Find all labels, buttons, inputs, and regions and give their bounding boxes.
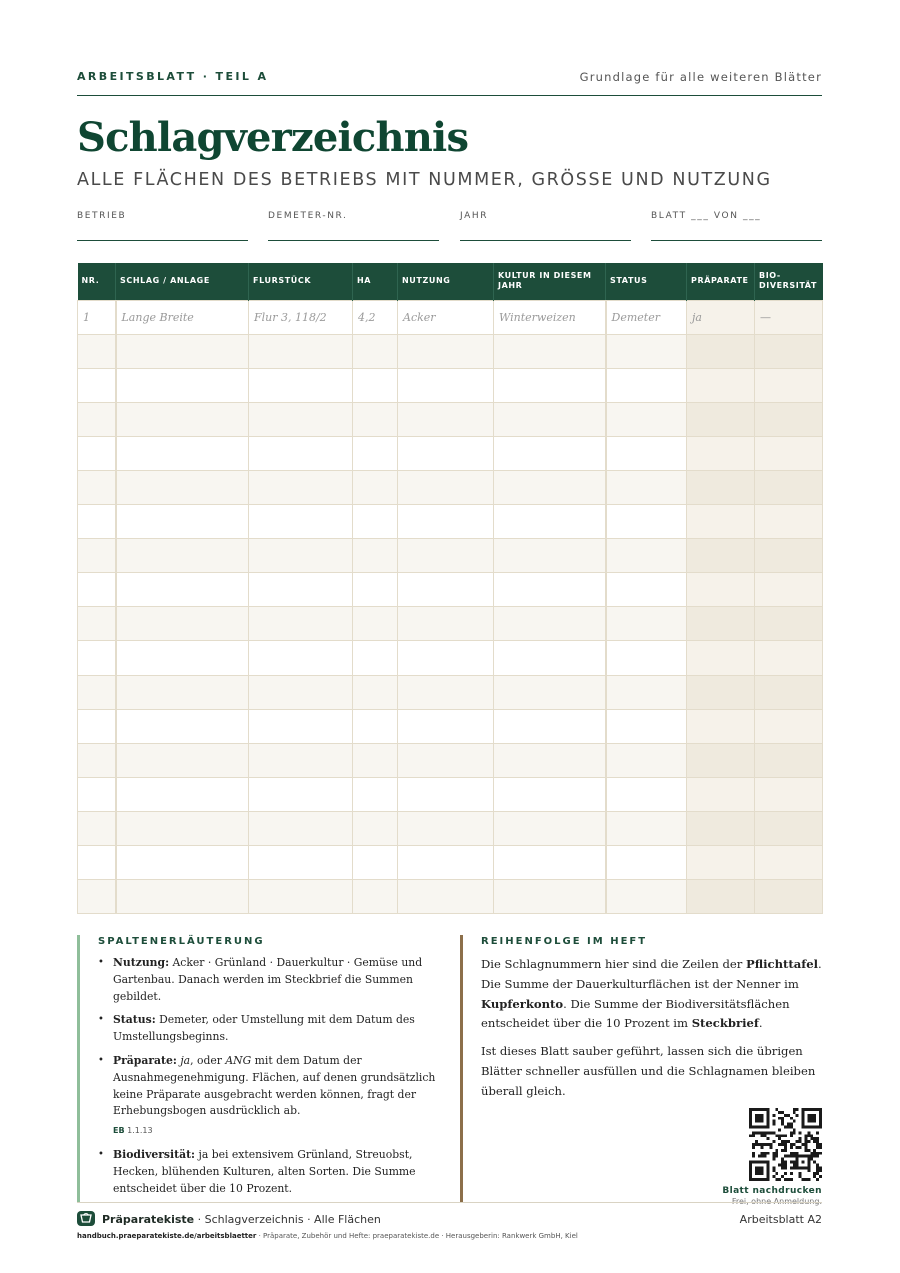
cell-nr[interactable] xyxy=(78,573,116,607)
table-row xyxy=(78,846,823,880)
cell-praeparate[interactable] xyxy=(687,573,755,607)
cell-nr[interactable]: 1 xyxy=(78,300,116,334)
cell-nutzung[interactable] xyxy=(398,539,494,573)
cell-flurstueck[interactable] xyxy=(249,811,353,845)
cell-praeparate[interactable] xyxy=(687,709,755,743)
cell-nutzung[interactable] xyxy=(398,675,494,709)
cell-ha[interactable] xyxy=(353,436,398,470)
cell-praeparate[interactable] xyxy=(687,880,755,914)
cell-kultur[interactable] xyxy=(494,368,606,402)
cell-flurstueck[interactable] xyxy=(249,334,353,368)
cell-ha[interactable] xyxy=(353,470,398,504)
cell-ha[interactable] xyxy=(353,505,398,539)
cell-praeparate[interactable] xyxy=(687,470,755,504)
cell-ha[interactable] xyxy=(353,539,398,573)
col-header-nr: NR. xyxy=(78,263,116,300)
cell-status[interactable] xyxy=(606,675,687,709)
cell-kultur[interactable] xyxy=(494,539,606,573)
cell-biodiversitaet[interactable] xyxy=(755,607,823,641)
order-heading: REIHENFOLGE IM HEFT xyxy=(481,936,648,947)
cell-ha[interactable] xyxy=(353,573,398,607)
cell-ha[interactable] xyxy=(353,368,398,402)
cell-praeparate[interactable] xyxy=(687,436,755,470)
cell-nr[interactable] xyxy=(78,402,116,436)
qr-caption-title[interactable]: Blatt nachdrucken xyxy=(722,1186,822,1196)
cell-status[interactable] xyxy=(606,573,687,607)
cell-nr[interactable] xyxy=(78,880,116,914)
cell-kultur[interactable] xyxy=(494,505,606,539)
column-explanations-box xyxy=(77,935,445,1203)
cell-ha[interactable]: 4,2 xyxy=(353,300,398,334)
cell-biodiversitaet[interactable] xyxy=(755,641,823,675)
col-header-status: STATUS xyxy=(606,263,687,300)
cell-nutzung[interactable] xyxy=(398,709,494,743)
cell-praeparate[interactable]: ja xyxy=(687,300,755,334)
cell-ha[interactable] xyxy=(353,675,398,709)
col-header-schlag: SCHLAG / ANLAGE xyxy=(116,263,249,300)
footer-sheet-number: Arbeitsblatt A2 xyxy=(739,1213,822,1226)
cell-ha[interactable] xyxy=(353,743,398,777)
cell-nr[interactable] xyxy=(78,675,116,709)
cell-nutzung[interactable] xyxy=(398,880,494,914)
cell-nr[interactable] xyxy=(78,846,116,880)
cell-ha[interactable] xyxy=(353,777,398,811)
cell-nutzung[interactable] xyxy=(398,573,494,607)
table-row xyxy=(78,436,823,470)
cell-kultur[interactable] xyxy=(494,470,606,504)
cell-status[interactable] xyxy=(606,402,687,436)
cell-ha[interactable] xyxy=(353,880,398,914)
cell-nutzung[interactable] xyxy=(398,402,494,436)
cell-schlag[interactable]: Lange Breite xyxy=(116,300,249,334)
cell-praeparate[interactable] xyxy=(687,846,755,880)
field-betrieb[interactable] xyxy=(77,203,248,241)
cell-kultur[interactable] xyxy=(494,641,606,675)
cell-nr[interactable] xyxy=(78,505,116,539)
cell-biodiversitaet[interactable] xyxy=(755,709,823,743)
cell-schlag[interactable] xyxy=(116,334,249,368)
cell-schlag[interactable] xyxy=(116,675,249,709)
cell-biodiversitaet[interactable] xyxy=(755,846,823,880)
cell-status[interactable] xyxy=(606,368,687,402)
field-label: BLATT ___ VON ___ xyxy=(651,211,762,221)
reference-code: EB 1.1.13 xyxy=(113,1126,153,1136)
cell-ha[interactable] xyxy=(353,334,398,368)
cell-flurstueck[interactable] xyxy=(249,607,353,641)
list-item: • Nutzung: Acker · Grünland · Dauerkultur · Gemüse und Gartenbau. Danach werden im Steckbrief die Summen gebildet. xyxy=(98,955,445,1005)
cell-nr[interactable] xyxy=(78,811,116,845)
cell-schlag[interactable] xyxy=(116,846,249,880)
table-row xyxy=(78,777,823,811)
table-row xyxy=(78,505,823,539)
cell-nutzung[interactable] xyxy=(398,777,494,811)
cell-status[interactable] xyxy=(606,709,687,743)
cell-ha[interactable] xyxy=(353,709,398,743)
cell-status[interactable]: Demeter xyxy=(606,300,687,334)
cell-flurstueck[interactable] xyxy=(249,846,353,880)
cell-flurstueck[interactable] xyxy=(249,777,353,811)
cell-status[interactable] xyxy=(606,607,687,641)
cell-kultur[interactable] xyxy=(494,777,606,811)
cell-kultur[interactable] xyxy=(494,846,606,880)
cell-biodiversitaet[interactable] xyxy=(755,675,823,709)
cell-nr[interactable] xyxy=(78,641,116,675)
cell-nr[interactable] xyxy=(78,709,116,743)
cell-schlag[interactable] xyxy=(116,539,249,573)
page-title: Schlagverzeichnis xyxy=(77,114,469,161)
cell-nutzung[interactable] xyxy=(398,505,494,539)
cell-schlag[interactable] xyxy=(116,436,249,470)
cell-schlag[interactable] xyxy=(116,402,249,436)
field-label: JAHR xyxy=(460,211,489,221)
field-demeter-nr[interactable] xyxy=(268,203,439,241)
field-label: DEMETER-NR. xyxy=(268,211,348,221)
col-header-praeparate: PRÄPARATE xyxy=(687,263,755,300)
cell-nutzung[interactable] xyxy=(398,334,494,368)
cell-biodiversitaet[interactable]: — xyxy=(755,300,823,334)
cell-ha[interactable] xyxy=(353,641,398,675)
cell-biodiversitaet[interactable] xyxy=(755,436,823,470)
table-row-example xyxy=(78,300,823,334)
table-row xyxy=(78,573,823,607)
cell-schlag[interactable] xyxy=(116,811,249,845)
cell-status[interactable] xyxy=(606,334,687,368)
cell-nutzung[interactable] xyxy=(398,641,494,675)
cell-schlag[interactable] xyxy=(116,607,249,641)
cell-schlag[interactable] xyxy=(116,743,249,777)
sheet-tagline: Grundlage für alle weiteren Blätter xyxy=(579,70,822,84)
cell-praeparate[interactable] xyxy=(687,505,755,539)
cell-schlag[interactable] xyxy=(116,641,249,675)
footer-url-link[interactable]: handbuch.praeparatekiste.de/arbeitsblaetter xyxy=(77,1232,257,1240)
cell-praeparate[interactable] xyxy=(687,334,755,368)
cell-praeparate[interactable] xyxy=(687,368,755,402)
table-row xyxy=(78,402,823,436)
cell-kultur[interactable] xyxy=(494,880,606,914)
cell-nutzung[interactable] xyxy=(398,607,494,641)
cell-flurstueck[interactable] xyxy=(249,402,353,436)
page-subtitle: ALLE FLÄCHEN DES BETRIEBS MIT NUMMER, GRÖSSE UND NUTZUNG xyxy=(77,170,772,190)
cell-flurstueck[interactable] xyxy=(249,539,353,573)
cell-schlag[interactable] xyxy=(116,470,249,504)
cell-flurstueck[interactable] xyxy=(249,675,353,709)
cell-flurstueck[interactable] xyxy=(249,880,353,914)
qr-caption-sub: Frei, ohne Anmeldung. xyxy=(731,1197,822,1206)
cell-ha[interactable] xyxy=(353,811,398,845)
cell-ha[interactable] xyxy=(353,607,398,641)
cell-nr[interactable] xyxy=(78,539,116,573)
cell-praeparate[interactable] xyxy=(687,811,755,845)
cell-kultur[interactable] xyxy=(494,402,606,436)
cell-biodiversitaet[interactable] xyxy=(755,368,823,402)
cell-status[interactable] xyxy=(606,436,687,470)
cell-nr[interactable] xyxy=(78,436,116,470)
table-row xyxy=(78,539,823,573)
table-row xyxy=(78,470,823,504)
table-row xyxy=(78,743,823,777)
list-item: • Status: Demeter, oder Umstellung mit dem Datum des Umstellungsbeginns. xyxy=(98,1012,445,1046)
cell-flurstueck[interactable] xyxy=(249,743,353,777)
field-label: BETRIEB xyxy=(77,211,127,221)
cell-praeparate[interactable] xyxy=(687,607,755,641)
cell-schlag[interactable] xyxy=(116,777,249,811)
cell-flurstueck[interactable] xyxy=(249,709,353,743)
cell-praeparate[interactable] xyxy=(687,675,755,709)
cell-kultur[interactable] xyxy=(494,743,606,777)
table-row xyxy=(78,368,823,402)
table-row xyxy=(78,607,823,641)
cell-status[interactable] xyxy=(606,846,687,880)
cell-ha[interactable] xyxy=(353,402,398,436)
cell-kultur[interactable]: Winterweizen xyxy=(494,300,606,334)
explanations-heading: SPALTENERLÄUTERUNG xyxy=(98,936,265,947)
cell-nr[interactable] xyxy=(78,607,116,641)
cell-flurstueck[interactable] xyxy=(249,470,353,504)
order-paragraph-2: Ist dieses Blatt sauber geführt, lassen sich die übrigen Blätter schneller ausfüllen und die Schlagnamen bleiben überall gleich. xyxy=(481,1044,816,1098)
cell-status[interactable] xyxy=(606,505,687,539)
cell-kultur[interactable] xyxy=(494,811,606,845)
cell-biodiversitaet[interactable] xyxy=(755,573,823,607)
cell-status[interactable] xyxy=(606,641,687,675)
cell-praeparate[interactable] xyxy=(687,743,755,777)
cell-biodiversitaet[interactable] xyxy=(755,539,823,573)
cell-kultur[interactable] xyxy=(494,334,606,368)
cell-nr[interactable] xyxy=(78,334,116,368)
cell-praeparate[interactable] xyxy=(687,777,755,811)
cell-flurstueck[interactable] xyxy=(249,505,353,539)
cell-kultur[interactable] xyxy=(494,573,606,607)
list-item: • Biodiversität: ja bei extensivem Grünland, Streuobst, Hecken, blühenden Kulturen, alten Sorten. Die Summe entscheidet über die 10 Prozent. xyxy=(98,1147,445,1197)
qr-caption xyxy=(722,1186,822,1206)
footer-brand-line: Präparatekiste · Schlagverzeichnis · Alle Flächen xyxy=(102,1213,381,1226)
cell-schlag[interactable] xyxy=(116,573,249,607)
cell-biodiversitaet[interactable] xyxy=(755,470,823,504)
cell-status[interactable] xyxy=(606,539,687,573)
cell-nutzung[interactable] xyxy=(398,368,494,402)
cell-biodiversitaet[interactable] xyxy=(755,777,823,811)
qr-code-icon[interactable] xyxy=(749,1108,822,1181)
cell-praeparate[interactable] xyxy=(687,402,755,436)
cell-nr[interactable] xyxy=(78,743,116,777)
cell-praeparate[interactable] xyxy=(687,539,755,573)
cell-nutzung[interactable]: Acker xyxy=(398,300,494,334)
list-item: • Präparate: ja, oder ANG mit dem Datum der Ausnahmegenehmigung. Flächen, auf denen grundsätzlich keine Präparate ausgebracht werden können, fragt der Erhebungsbogen ausdrücklich ab. EB 1.1.13 xyxy=(98,1053,445,1140)
cell-praeparate[interactable] xyxy=(687,641,755,675)
footer-divider xyxy=(77,1202,822,1203)
footer-imprint: handbuch.praeparatekiste.de/arbeitsblaetter · Präparate, Zubehör und Hefte: praeparatekiste.de · Herausgeberin: Rankwerk GmbH, Kiel xyxy=(77,1232,578,1240)
cell-status[interactable] xyxy=(606,470,687,504)
cell-flurstueck[interactable]: Flur 3, 118/2 xyxy=(249,300,353,334)
cell-biodiversitaet[interactable] xyxy=(755,743,823,777)
col-header-flurstueck: FLURSTÜCK xyxy=(249,263,353,300)
cell-nr[interactable] xyxy=(78,470,116,504)
brand-logo-icon xyxy=(77,1211,95,1226)
cell-schlag[interactable] xyxy=(116,880,249,914)
cell-status[interactable] xyxy=(606,743,687,777)
cell-schlag[interactable] xyxy=(116,368,249,402)
cell-biodiversitaet[interactable] xyxy=(755,505,823,539)
col-header-ha: HA xyxy=(353,263,398,300)
table-row xyxy=(78,675,823,709)
cell-kultur[interactable] xyxy=(494,675,606,709)
field-blatt[interactable] xyxy=(651,203,822,241)
order-paragraph-1: Die Schlagnummern hier sind die Zeilen der Pflichttafel. Die Summe der Dauerkulturflächen ist der Nenner im Kupferkonto. Die Summe der Biodiversitätsflächen entscheidet über die 10 Prozent im Steckbrief. xyxy=(481,957,822,1031)
col-header-biodiversitaet: BIO-DIVERSITÄT xyxy=(755,263,823,300)
cell-flurstueck[interactable] xyxy=(249,436,353,470)
cell-nutzung[interactable] xyxy=(398,846,494,880)
cell-ha[interactable] xyxy=(353,846,398,880)
sheet-section-label: ARBEITSBLATT · TEIL A xyxy=(77,70,269,83)
table-row xyxy=(78,709,823,743)
col-header-nutzung: NUTZUNG xyxy=(398,263,494,300)
cell-flurstueck[interactable] xyxy=(249,368,353,402)
cell-nutzung[interactable] xyxy=(398,811,494,845)
cell-kultur[interactable] xyxy=(494,607,606,641)
cell-nutzung[interactable] xyxy=(398,470,494,504)
cell-flurstueck[interactable] xyxy=(249,573,353,607)
cell-nutzung[interactable] xyxy=(398,743,494,777)
cell-status[interactable] xyxy=(606,880,687,914)
cell-biodiversitaet[interactable] xyxy=(755,811,823,845)
cell-status[interactable] xyxy=(606,777,687,811)
schlag-table xyxy=(77,263,823,914)
cell-biodiversitaet[interactable] xyxy=(755,880,823,914)
cell-nr[interactable] xyxy=(78,368,116,402)
cell-nutzung[interactable] xyxy=(398,436,494,470)
table-row xyxy=(78,334,823,368)
table-row xyxy=(78,811,823,845)
cell-biodiversitaet[interactable] xyxy=(755,334,823,368)
cell-flurstueck[interactable] xyxy=(249,641,353,675)
col-header-kultur: KULTUR IN DIESEM JAHR xyxy=(494,263,606,300)
cell-schlag[interactable] xyxy=(116,505,249,539)
explanations-list xyxy=(98,955,445,1197)
header-bar xyxy=(77,68,822,96)
cell-kultur[interactable] xyxy=(494,709,606,743)
cell-status[interactable] xyxy=(606,811,687,845)
cell-schlag[interactable] xyxy=(116,709,249,743)
cell-biodiversitaet[interactable] xyxy=(755,402,823,436)
cell-nr[interactable] xyxy=(78,777,116,811)
table-row xyxy=(78,880,823,914)
table-header-row xyxy=(78,263,823,300)
table-row xyxy=(78,641,823,675)
cell-kultur[interactable] xyxy=(494,436,606,470)
field-jahr[interactable] xyxy=(460,203,631,241)
